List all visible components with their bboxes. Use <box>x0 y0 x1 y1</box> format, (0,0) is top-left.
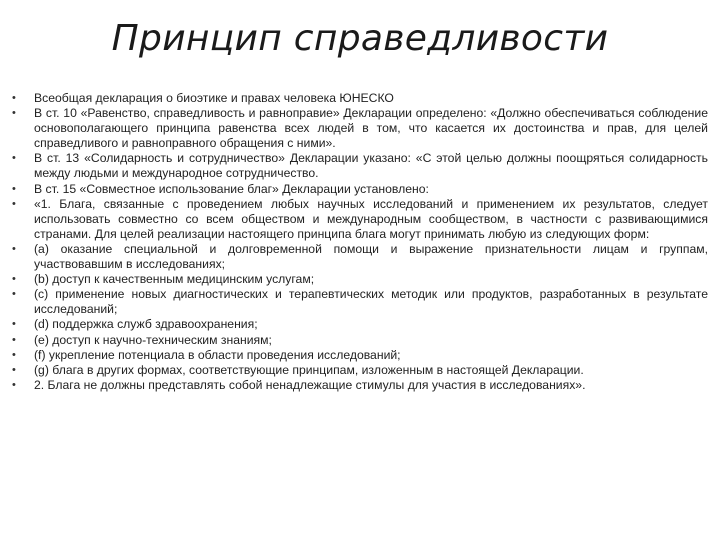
bullet-item <box>12 363 708 378</box>
bullet-dot-icon: • <box>12 242 16 255</box>
bullet-item <box>12 333 708 348</box>
bullet-item <box>12 151 708 181</box>
bullet-item <box>12 348 708 363</box>
bullet-item <box>12 106 708 151</box>
bullet-dot-icon: • <box>12 318 16 331</box>
bullet-dot-icon: • <box>12 378 16 391</box>
bullet-dot-icon: • <box>12 197 16 210</box>
bullet-text: В ст. 10 «Равенство, справедливость и равноправие» Декларации определено: «Должно обеспечиваться соблюдение основополагающего принципа равенства всех людей в том, что касается их достоинства и прав, для целей справедливого и равноправного обращения с ними». <box>34 106 708 151</box>
bullet-text: Всеобщая декларация о биоэтике и правах человека ЮНЕСКО <box>34 91 394 105</box>
bullet-text: (a) оказание специальной и долговременной помощи и выражение признательности лицам и группам, участвовавшим в исследованиях; <box>34 241 708 272</box>
bullet-item <box>12 317 708 332</box>
bullet-item <box>12 197 708 242</box>
bullet-dot-icon: • <box>12 333 16 346</box>
bullet-dot-icon: • <box>12 107 16 120</box>
bullet-item <box>12 287 708 317</box>
bullet-item <box>12 242 708 272</box>
bullet-text: (g) блага в других формах, соответствующие принципам, изложенным в настоящей Декларации. <box>34 362 584 377</box>
bullet-dot-icon: • <box>12 92 16 104</box>
bullet-text: (d) поддержка служб здравоохранения; <box>34 317 258 332</box>
bullet-item <box>12 91 708 106</box>
bullet-item <box>12 378 708 393</box>
bullet-text: (b) доступ к качественным медицинским услугам; <box>34 272 315 287</box>
bullet-dot-icon: • <box>12 348 16 361</box>
bullet-dot-icon: • <box>12 288 16 301</box>
bullet-item <box>12 182 708 197</box>
bullet-dot-icon: • <box>12 152 16 165</box>
bullet-text: (e) доступ к научно-техническим знаниям; <box>34 332 272 347</box>
bullet-dot-icon: • <box>12 273 16 286</box>
bullet-text: «1. Блага, связанные с проведением любых научных исследований и применением их результатов, следует использовать совместно со всем обществом и международным сообществом, в частности с развивающимися странами. Для целей реализации настоящего принципа блага могут принимать любую из следующих форм: <box>34 196 708 241</box>
bullet-list <box>12 91 708 393</box>
slide-title: Принцип справедливости <box>111 18 609 59</box>
bullet-text: (f) укрепление потенциала в области проведения исследований; <box>34 347 401 362</box>
bullet-item <box>12 272 708 287</box>
bullet-dot-icon: • <box>12 182 16 195</box>
bullet-text: (c) применение новых диагностических и терапевтических методик или продуктов, разработанных в результате исследований; <box>34 287 708 317</box>
bullet-text: В ст. 13 «Солидарность и сотрудничество» Декларации указано: «С этой целью должны поощряться солидарность между людьми и международное сотрудничество. <box>34 151 708 181</box>
bullet-dot-icon: • <box>12 363 16 376</box>
bullet-text: В ст. 15 «Совместное использование благ» Декларации установлено: <box>34 181 429 196</box>
bullet-text: 2. Блага не должны представлять собой ненадлежащие стимулы для участия в исследованиях». <box>34 377 586 392</box>
